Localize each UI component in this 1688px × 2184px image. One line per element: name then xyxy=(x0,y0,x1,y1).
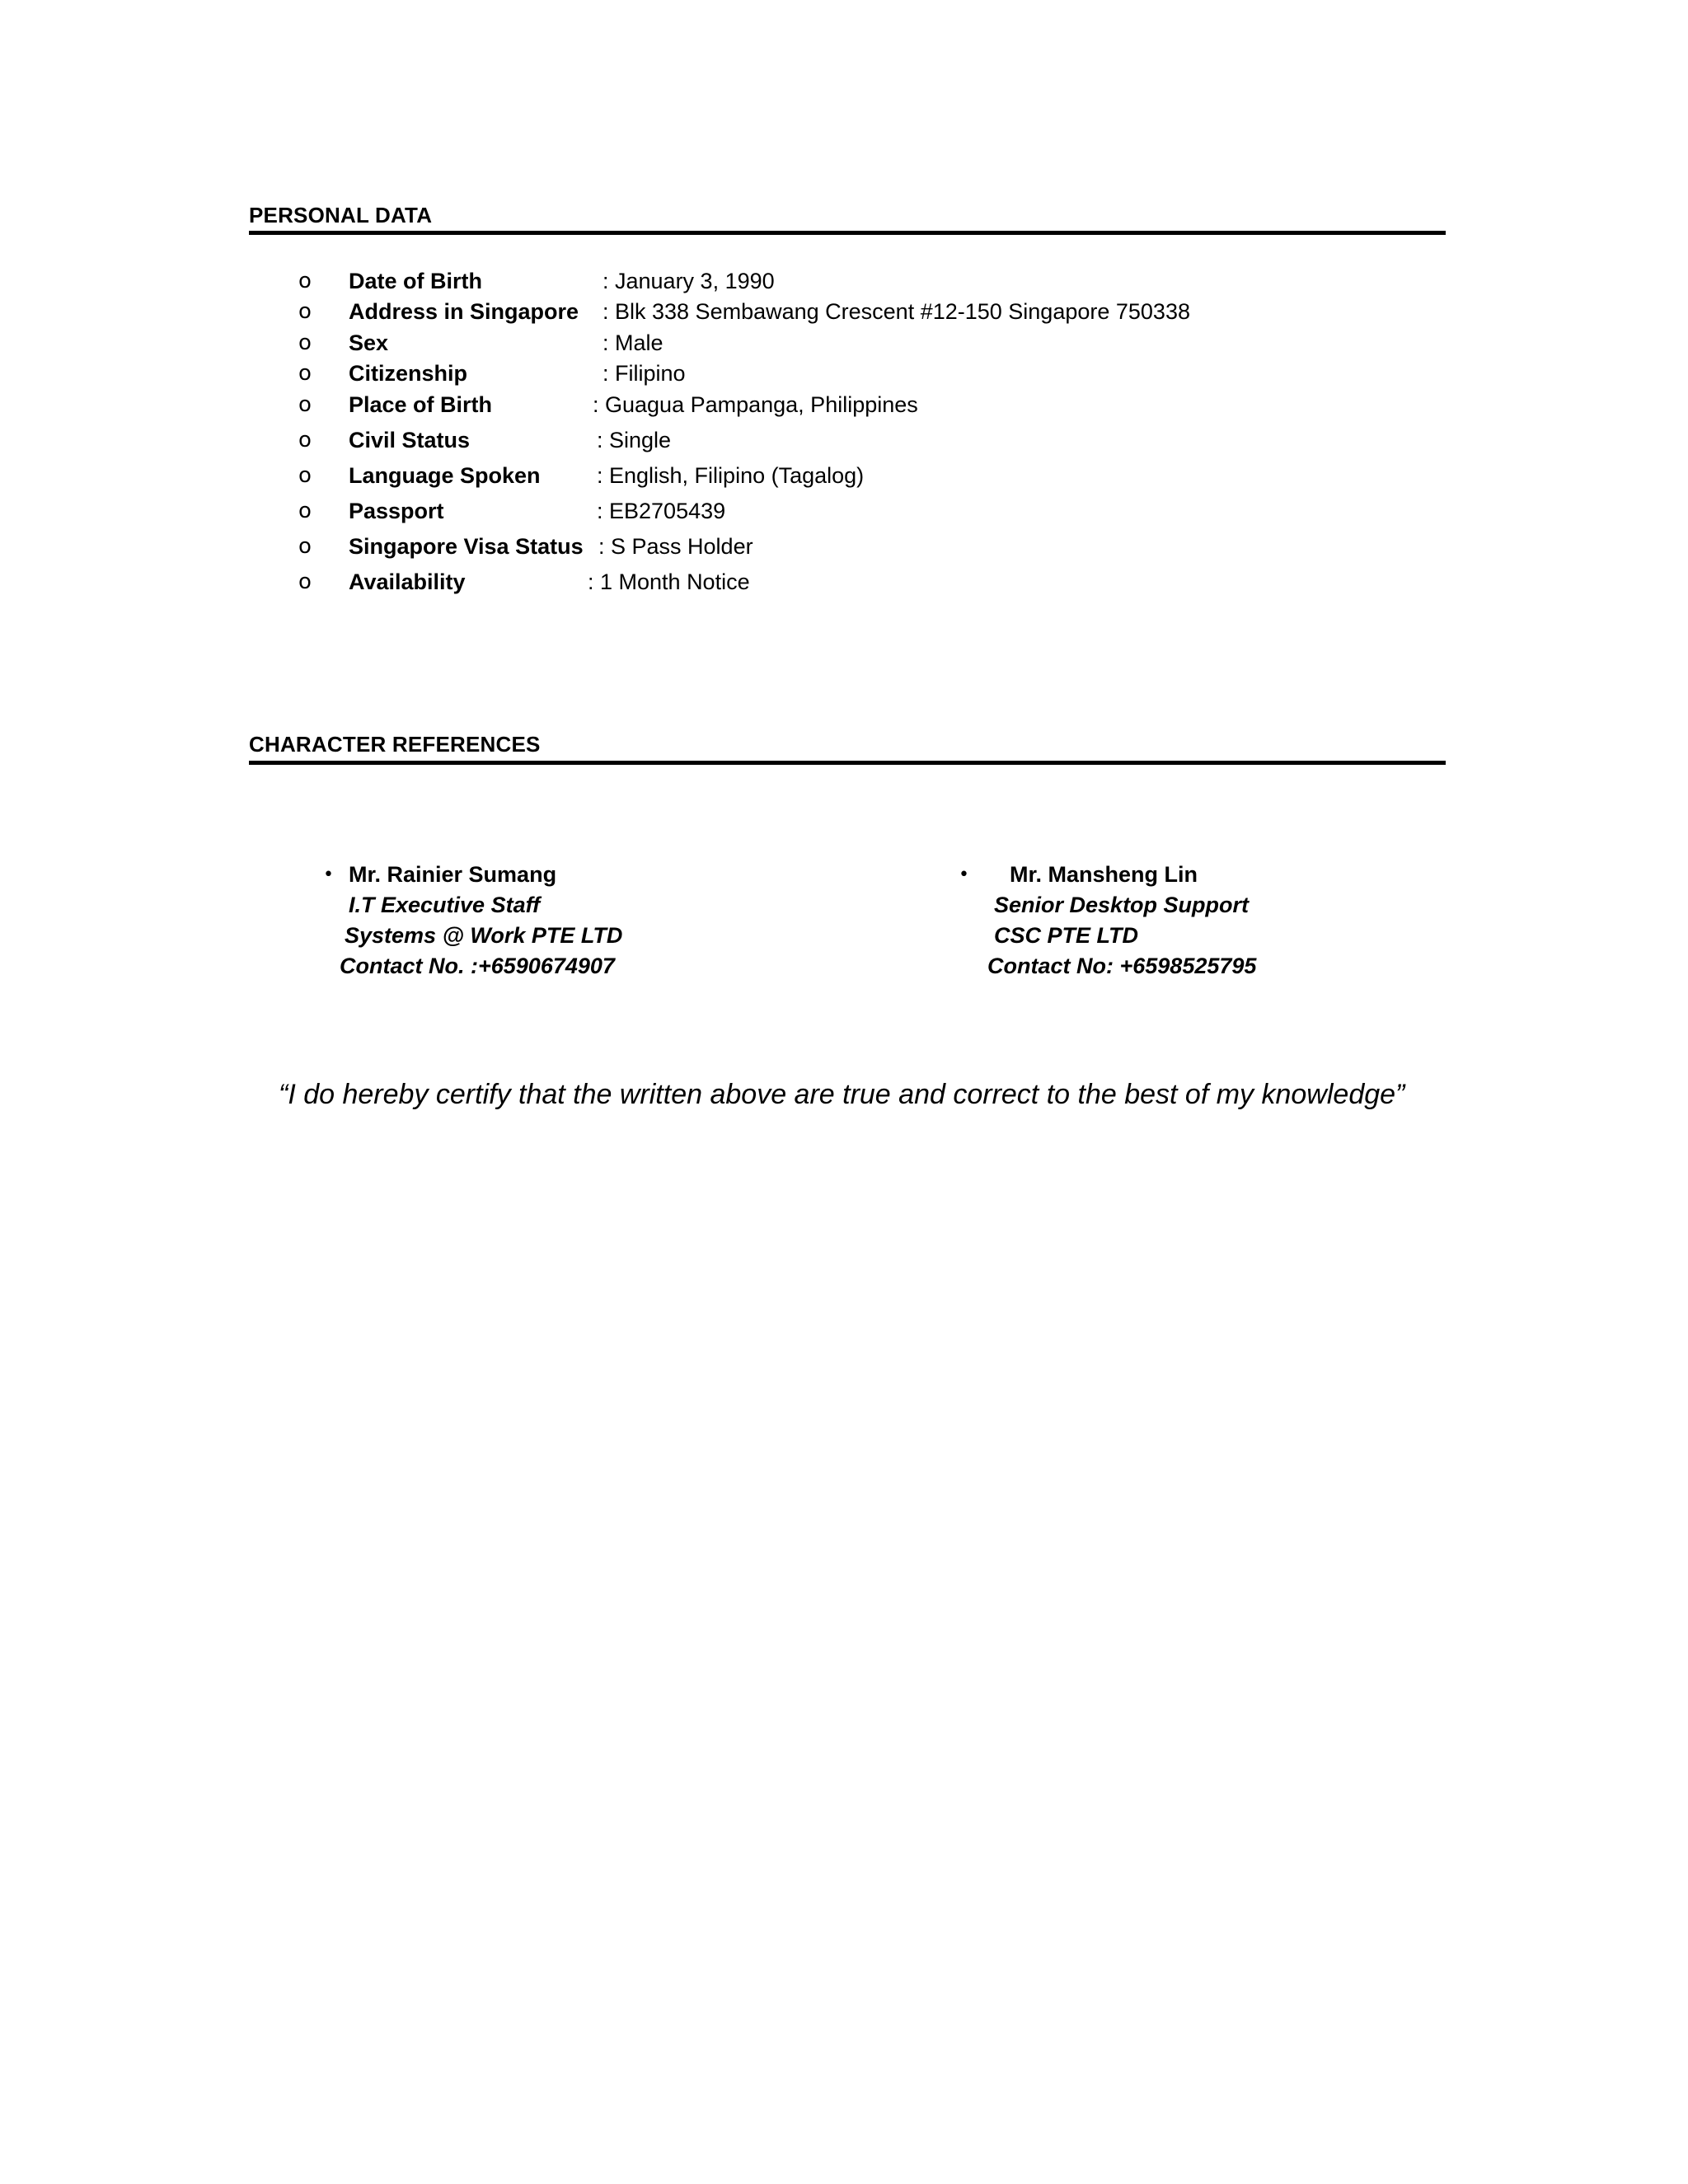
field-value: : 1 Month Notice xyxy=(588,569,750,594)
reference-position: I.T Executive Staff xyxy=(349,893,541,917)
character-references-rule xyxy=(249,761,1446,765)
personal-data-heading: PERSONAL DATA xyxy=(249,203,433,227)
reference-bullet: • xyxy=(959,865,969,885)
field-value: : Blk 338 Sembawang Crescent #12-150 Singapore 750338 xyxy=(603,299,1190,324)
field-label: Civil Status xyxy=(349,428,471,452)
field-label: Place of Birth xyxy=(349,392,493,417)
list-bullet: o xyxy=(298,569,312,594)
list-bullet: o xyxy=(298,499,312,523)
reference-bullet: • xyxy=(323,865,334,885)
list-bullet: o xyxy=(298,361,312,386)
field-label: Passport xyxy=(349,499,444,523)
reference-contact: Contact No: +6598525795 xyxy=(987,954,1257,978)
list-bullet: o xyxy=(298,392,312,417)
reference-position: Senior Desktop Support xyxy=(994,893,1250,917)
field-label: Date of Birth xyxy=(349,269,482,293)
field-label: Singapore Visa Status xyxy=(349,534,584,559)
field-value: : Single xyxy=(597,428,672,452)
character-references-heading: CHARACTER REFERENCES xyxy=(249,732,541,757)
field-label: Address in Singapore xyxy=(349,299,579,324)
list-bullet: o xyxy=(298,269,312,293)
field-value: : English, Filipino (Tagalog) xyxy=(597,463,865,488)
list-bullet: o xyxy=(298,463,312,488)
field-value: : S Pass Holder xyxy=(598,534,753,559)
reference-name: Mr. Rainier Sumang xyxy=(349,862,557,887)
field-value: : Filipino xyxy=(603,361,686,386)
reference-name: Mr. Mansheng Lin xyxy=(1010,862,1198,887)
reference-contact: Contact No. :+6590674907 xyxy=(340,954,615,978)
field-label: Sex xyxy=(349,330,389,355)
field-label: Citizenship xyxy=(349,361,468,386)
field-value: : EB2705439 xyxy=(597,499,726,523)
field-label: Language Spoken xyxy=(349,463,541,488)
reference-company: Systems @ Work PTE LTD xyxy=(345,923,623,948)
field-value: : January 3, 1990 xyxy=(603,269,775,293)
list-bullet: o xyxy=(298,534,312,559)
field-label: Availability xyxy=(349,569,466,594)
list-bullet: o xyxy=(298,428,312,452)
list-bullet: o xyxy=(298,330,312,355)
certification-statement: “I do hereby certify that the written above are true and correct to the best of my knowledge” xyxy=(279,1079,1405,1110)
personal-data-rule xyxy=(249,231,1446,235)
reference-company: CSC PTE LTD xyxy=(994,923,1138,948)
field-value: : Male xyxy=(603,330,663,355)
field-value: : Guagua Pampanga, Philippines xyxy=(593,392,918,417)
list-bullet: o xyxy=(298,299,312,324)
